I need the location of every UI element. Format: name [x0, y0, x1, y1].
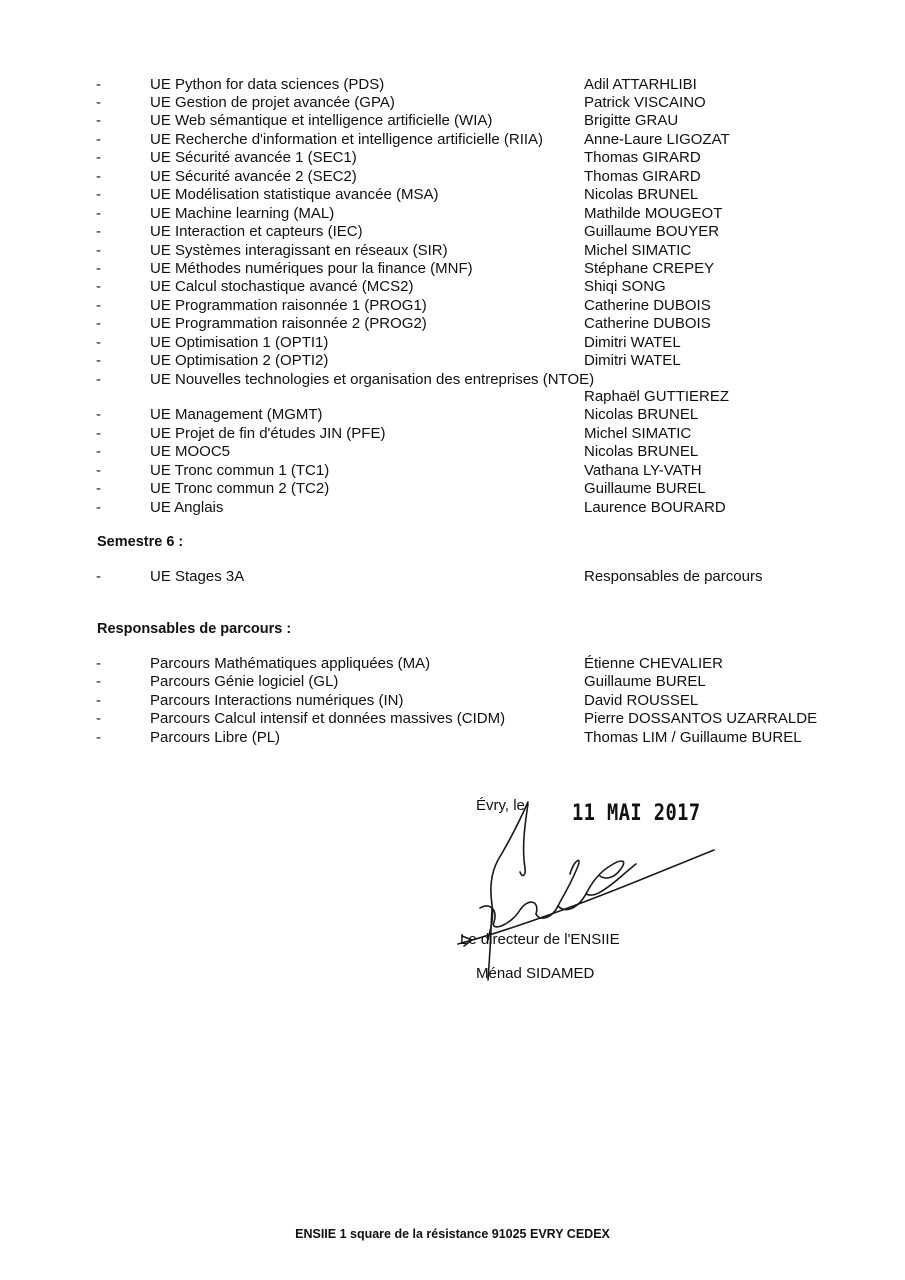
bullet: -	[96, 242, 101, 259]
bullet: -	[96, 149, 101, 166]
ue-responsable: Responsables de parcours	[584, 568, 763, 585]
parcours-row	[0, 655, 905, 673]
bullet: -	[96, 260, 101, 277]
ue-responsable: Nicolas BRUNEL	[584, 443, 699, 460]
bullet: -	[96, 692, 101, 709]
bullet: -	[96, 76, 101, 93]
ue-name: UE Systèmes interagissant en réseaux (SIR)	[150, 242, 448, 259]
ue-name: UE Sécurité avancée 1 (SEC1)	[150, 149, 357, 166]
ue-responsable: Catherine DUBOIS	[584, 297, 711, 314]
ue-responsable: Catherine DUBOIS	[584, 315, 711, 332]
ue-row	[0, 462, 905, 480]
bullet: -	[96, 94, 101, 111]
ue-responsable: Anne-Laure LIGOZAT	[584, 131, 730, 148]
semestre6-heading: Semestre 6 :	[97, 534, 184, 550]
ue-responsable: Patrick VISCAINO	[584, 94, 706, 111]
ue-responsable: Guillaume BOUYER	[584, 223, 720, 240]
bullet: -	[96, 223, 101, 240]
ue-name: UE Machine learning (MAL)	[150, 205, 335, 222]
ue-row	[0, 278, 905, 296]
parcours-responsable: David ROUSSEL	[584, 692, 699, 709]
ue-responsable: Thomas GIRARD	[584, 149, 701, 166]
bullet: -	[96, 729, 101, 746]
ue-responsable: Nicolas BRUNEL	[584, 406, 699, 423]
parcours-row	[0, 692, 905, 710]
ue-name: UE Calcul stochastique avancé (MCS2)	[150, 278, 414, 295]
ue-responsable: Dimitri WATEL	[584, 334, 681, 351]
bullet: -	[96, 443, 101, 460]
ue-row	[0, 131, 905, 149]
bullet: -	[96, 499, 101, 516]
ue-name: UE Management (MGMT)	[150, 406, 323, 423]
ue-row	[0, 168, 905, 186]
ue-responsable: Michel SIMATIC	[584, 242, 692, 259]
bullet: -	[96, 278, 101, 295]
ue-name: UE Gestion de projet avancée (GPA)	[150, 94, 395, 111]
ue-row	[0, 480, 905, 498]
signature-place: Évry, le	[476, 797, 525, 814]
bullet: -	[96, 406, 101, 423]
ue-row	[0, 406, 905, 424]
ue-name: UE Interaction et capteurs (IEC)	[150, 223, 363, 240]
ue-name: UE Tronc commun 2 (TC2)	[150, 480, 330, 497]
ue-name: UE Stages 3A	[150, 568, 245, 585]
parcours-heading: Responsables de parcours :	[97, 621, 292, 637]
parcours-row	[0, 673, 905, 691]
ue-responsable: Thomas GIRARD	[584, 168, 701, 185]
ue-name: UE Sécurité avancée 2 (SEC2)	[150, 168, 357, 185]
ue-name: UE Web sémantique et intelligence artificielle (WIA)	[150, 112, 493, 129]
parcours-responsable: Thomas LIM / Guillaume BUREL	[584, 729, 802, 746]
signatory-name: Ménad SIDAMED	[476, 965, 595, 982]
parcours-name: Parcours Libre (PL)	[150, 729, 281, 746]
ue-responsable: Raphaël GUTTIEREZ	[584, 388, 730, 405]
ue-row	[0, 205, 905, 223]
ue-name: UE Méthodes numériques pour la finance (MNF)	[150, 260, 473, 277]
page-footer: ENSIIE 1 square de la résistance 91025 EVRY CEDEX	[295, 1227, 610, 1241]
bullet: -	[96, 673, 101, 690]
ue-name: UE Optimisation 2 (OPTI2)	[150, 352, 329, 369]
ue-name: UE Recherche d'information et intelligence artificielle (RIIA)	[150, 131, 544, 148]
ue-responsable: Brigitte GRAU	[584, 112, 679, 129]
ue-name: UE Tronc commun 1 (TC1)	[150, 462, 330, 479]
ue-row	[0, 568, 905, 586]
parcours-name: Parcours Calcul intensif et données massives (CIDM)	[150, 710, 506, 727]
ue-responsable: Stéphane CREPEY	[584, 260, 715, 277]
ue-row	[0, 149, 905, 167]
bullet: -	[96, 315, 101, 332]
bullet: -	[96, 186, 101, 203]
bullet: -	[96, 462, 101, 479]
handwritten-signature	[450, 790, 730, 990]
bullet: -	[96, 425, 101, 442]
ue-row	[0, 371, 905, 408]
ue-row	[0, 425, 905, 443]
ue-name: UE Python for data sciences (PDS)	[150, 76, 385, 93]
bullet: -	[96, 112, 101, 129]
bullet: -	[96, 371, 101, 388]
signatory-title: Le directeur de l'ENSIIE	[460, 931, 620, 948]
ue-responsable: Adil ATTARHLIBI	[584, 76, 697, 93]
ue-responsable: Dimitri WATEL	[584, 352, 681, 369]
ue-row	[0, 260, 905, 278]
ue-row	[0, 112, 905, 130]
ue-row	[0, 223, 905, 241]
bullet: -	[96, 568, 101, 585]
parcours-responsable: Pierre DOSSANTOS UZARRALDE	[584, 710, 818, 727]
ue-row	[0, 499, 905, 517]
ue-responsable: Guillaume BUREL	[584, 480, 706, 497]
bullet: -	[96, 168, 101, 185]
bullet: -	[96, 334, 101, 351]
parcours-responsable: Guillaume BUREL	[584, 673, 706, 690]
ue-name: UE Nouvelles technologies et organisation des entreprises (NTOE)	[150, 371, 595, 388]
ue-row	[0, 443, 905, 461]
ue-name: UE Projet de fin d'études JIN (PFE)	[150, 425, 386, 442]
bullet: -	[96, 352, 101, 369]
parcours-row	[0, 710, 905, 728]
ue-name: UE MOOC5	[150, 443, 231, 460]
parcours-name: Parcours Génie logiciel (GL)	[150, 673, 339, 690]
ue-row	[0, 297, 905, 315]
ue-responsable: Nicolas BRUNEL	[584, 186, 699, 203]
ue-row	[0, 186, 905, 204]
bullet: -	[96, 655, 101, 672]
bullet: -	[96, 297, 101, 314]
ue-row	[0, 315, 905, 333]
ue-responsable: Vathana LY-VATH	[584, 462, 702, 479]
parcours-responsable: Étienne CHEVALIER	[584, 655, 723, 672]
ue-name: UE Anglais	[150, 499, 224, 516]
ue-responsable: Michel SIMATIC	[584, 425, 692, 442]
ue-name: UE Programmation raisonnée 1 (PROG1)	[150, 297, 427, 314]
ue-row	[0, 334, 905, 352]
ue-name: UE Programmation raisonnée 2 (PROG2)	[150, 315, 427, 332]
parcours-row	[0, 729, 905, 747]
date-stamp: 11 MAI 2017	[572, 801, 701, 826]
parcours-name: Parcours Interactions numériques (IN)	[150, 692, 404, 709]
ue-name: UE Optimisation 1 (OPTI1)	[150, 334, 329, 351]
bullet: -	[96, 710, 101, 727]
bullet: -	[96, 131, 101, 148]
ue-name: UE Modélisation statistique avancée (MSA)	[150, 186, 439, 203]
ue-responsable: Laurence BOURARD	[584, 499, 726, 516]
parcours-name: Parcours Mathématiques appliquées (MA)	[150, 655, 431, 672]
ue-row	[0, 94, 905, 112]
ue-row	[0, 352, 905, 370]
ue-responsable: Shiqi SONG	[584, 278, 666, 295]
ue-responsable: Mathilde MOUGEOT	[584, 205, 723, 222]
ue-row	[0, 76, 905, 94]
bullet: -	[96, 480, 101, 497]
ue-row	[0, 242, 905, 260]
bullet: -	[96, 205, 101, 222]
